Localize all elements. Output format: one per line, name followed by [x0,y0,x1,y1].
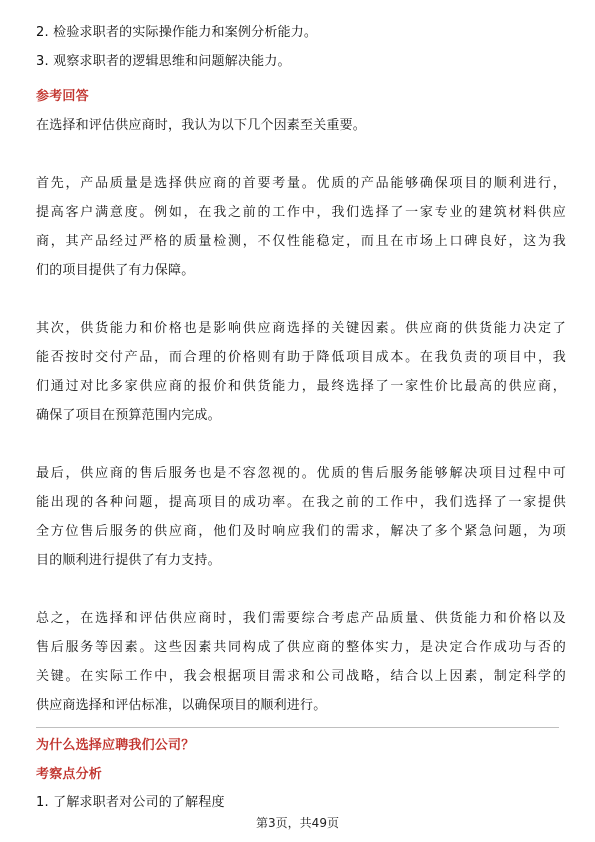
section-divider [36,727,559,728]
paragraph-1-line: 商，其产品经过严格的质量检测，不仅性能稳定，而且在市场上口碑良好，这为我 [36,234,566,249]
question-heading: 为什么选择应聘我们公司？ [36,738,195,753]
paragraph-1-line: 们的项目提供了有力保障。 [36,263,195,278]
answer-intro: 在选择和评估供应商时，我认为以下几个因素至关重要。 [36,118,367,133]
paragraph-3-line: 能出现的各种问题，提高项目的成功率。在我之前的工作中，我们选择了一家提供 [36,495,566,510]
list-item-3: 3. 观察求职者的逻辑思维和问题解决能力。 [36,54,291,69]
paragraph-3-line: 全方位售后服务的供应商，他们及时响应我们的需求，解决了多个紧急问题，为项 [36,524,566,539]
analysis-heading: 考察点分析 [36,767,103,782]
paragraph-3-line: 最后，供应商的售后服务也是不容忽视的。优质的售后服务能够解决项目过程中可 [36,466,566,481]
paragraph-2-line: 确保了项目在预算范围内完成。 [36,408,221,423]
paragraph-4-line: 总之，在选择和评估供应商时，我们需要综合考虑产品质量、供货能力和价格以及 [36,611,566,626]
paragraph-1-line: 提高客户满意度。例如，在我之前的工作中，我们选择了一家专业的建筑材料供应 [36,205,566,220]
paragraph-4-line: 关键。在实际工作中，我会根据项目需求和公司战略，结合以上因素，制定科学的 [36,669,566,684]
list-item-2: 2. 检验求职者的实际操作能力和案例分析能力。 [36,25,318,40]
paragraph-2-line: 们通过对比多家供应商的报价和供货能力，最终选择了一家性价比最高的供应商， [36,379,566,394]
paragraph-1-line: 首先，产品质量是选择供应商的首要考量。优质的产品能够确保项目的顺利进行， [36,176,566,191]
paragraph-2-line: 其次，供货能力和价格也是影响供应商选择的关键因素。供应商的供货能力决定了 [36,321,566,336]
page-footer: 第3页，共49页 [256,816,339,830]
paragraph-4-line: 供应商选择和评估标准，以确保项目的顺利进行。 [36,698,327,713]
analysis-item-1: 1. 了解求职者对公司的了解程度 [36,795,225,810]
paragraph-3-line: 目的顺利进行提供了有力支持。 [36,553,221,568]
answer-heading: 参考回答 [36,89,89,104]
paragraph-4-line: 售后服务等因素。这些因素共同构成了供应商的整体实力，是决定合作成功与否的 [36,640,566,655]
paragraph-2-line: 能否按时交付产品，而合理的价格则有助于降低项目成本。在我负责的项目中，我 [36,350,566,365]
